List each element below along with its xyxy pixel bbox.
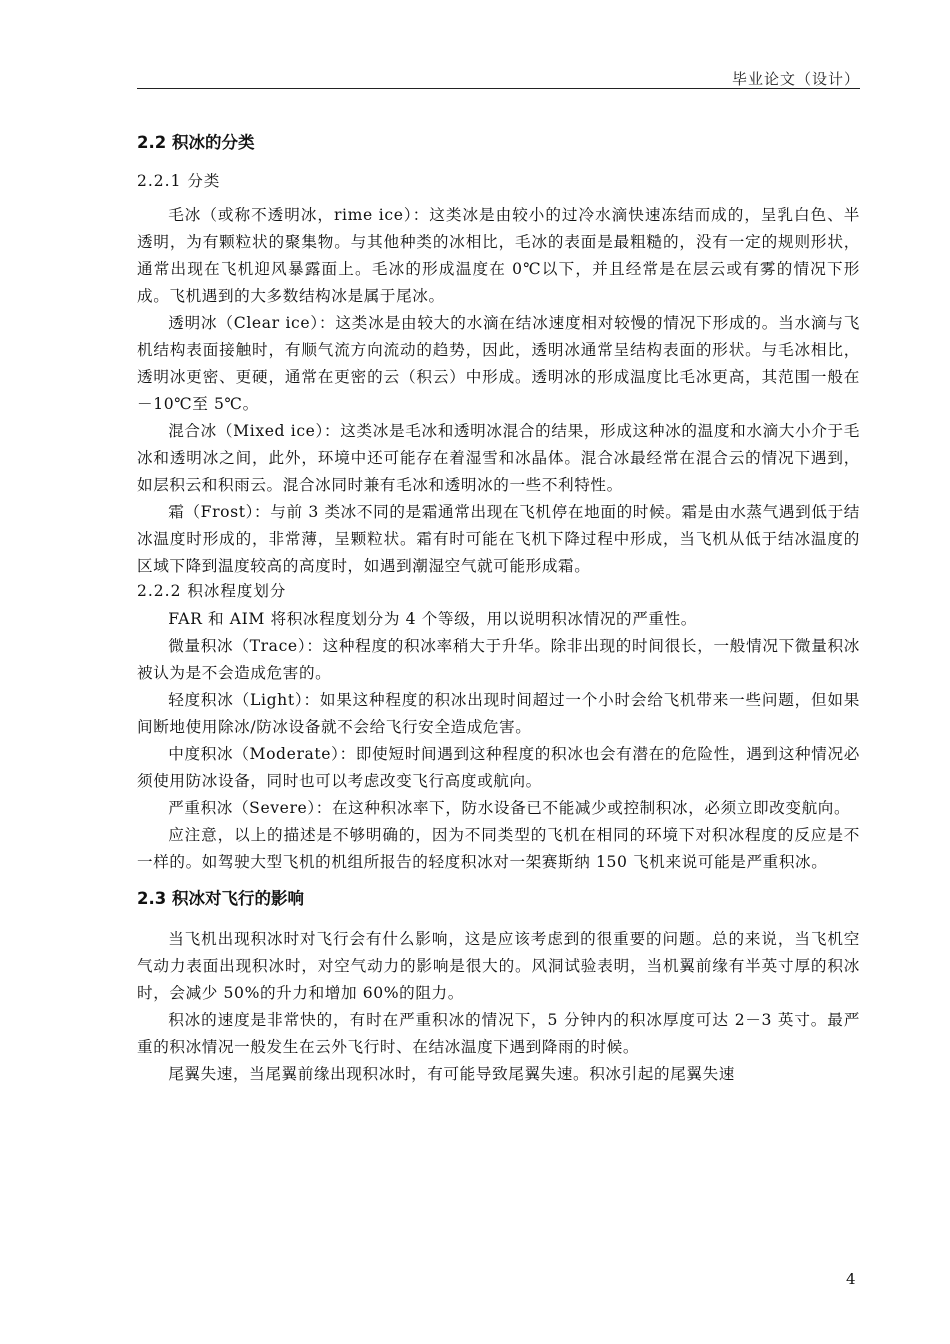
paragraph-clear-ice: 透明冰（Clear ice）：这类冰是由较大的水滴在结冰速度相对较慢的情况下形成的。当水滴与飞机结构表面接触时，有顺气流方向流动的趋势，因此，透明冰通常呈结构表面的形状。与毛冰相比，透明冰更密、更硬，通常在更密的云（积云）中形成。透明冰的形成温度比毛冰更高，其范围一般在－10℃至 5℃。 (137, 314, 860, 413)
paragraph-frost: 霜（Frost）：与前 3 类冰不同的是霜通常出现在飞机停在地面的时候。霜是由水蒸气遇到低于结冰温度时形成的，非常薄，呈颗粒状。霜有时可能在飞机下降过程中形成，当飞机从低于结冰温度的区域下降到温度较高的高度时，如遇到潮湿空气就可能形成霜。 (137, 503, 860, 575)
paragraph-tail-stall: 尾翼失速，当尾翼前缘出现积冰时，有可能导致尾翼失速。积冰引起的尾翼失速 (168, 1065, 735, 1083)
page-body (137, 132, 860, 1088)
header-rule (137, 88, 860, 89)
paragraph-note: 应注意，以上的描述是不够明确的，因为不同类型的飞机在相同的环境下对积冰程度的反应是不一样的。如驾驶大型飞机的机组所报告的轻度积冰对一架赛斯纳 150 飞机来说可能是严重积冰。 (137, 826, 860, 871)
section-2-3-heading: 2.3 积冰对飞行的影响 (137, 889, 304, 908)
paragraph-trace-icing: 微量积冰（Trace）：这种程度的积冰率稍大于升华。除非出现的时间很长，一般情况下微量积冰被认为是不会造成危害的。 (137, 637, 860, 682)
paragraph-rime-ice: 毛冰（或称不透明冰，rime ice）：这类冰是由较小的过冷水滴快速冻结而成的，呈乳白色、半透明，为有颗粒状的聚集物。与其他种类的冰相比，毛冰的表面是最粗糙的，没有一定的规则形状，通常出现在飞机迎风暴露面上。毛冰的形成温度在 0℃以下，并且经常是在层云或有雾的情况下形成。飞机遇到的大多数结构冰是属于尾冰。 (137, 206, 860, 305)
page-number: 4 (846, 1270, 856, 1288)
paragraph-icing-levels-intro: FAR 和 AIM 将积冰程度划分为 4 个等级，用以说明积冰情况的严重性。 (168, 610, 697, 628)
section-2-2-2-heading: 2.2.2 积冰程度划分 (137, 582, 287, 600)
paragraph-icing-speed: 积冰的速度是非常快的，有时在严重积冰的情况下，5 分钟内的积冰厚度可达 2－3 英寸。最严重的积冰情况一般发生在云外飞行时、在结冰温度下遇到降雨的时候。 (137, 1011, 860, 1056)
section-2-2-1-heading: 2.2.1 分类 (137, 172, 221, 190)
paragraph-moderate-icing: 中度积冰（Moderate）：即使短时间遇到这种程度的积冰也会有潜在的危险性，遇到这种情况必须使用防冰设备，同时也可以考虑改变飞行高度或航向。 (137, 745, 860, 790)
section-2-2-heading: 2.2 积冰的分类 (137, 133, 255, 152)
paragraph-severe-icing: 严重积冰（Severe）：在这种积冰率下，防水设备已不能减少或控制积冰，必须立即改变航向。 (168, 799, 851, 817)
paragraph-light-icing: 轻度积冰（Light）：如果这种程度的积冰出现时间超过一个小时会给飞机带来一些问题，但如果间断地使用除冰/防冰设备就不会给飞行安全造成危害。 (137, 691, 860, 736)
running-header-title: 毕业论文（设计） (731, 70, 860, 88)
paragraph-mixed-ice: 混合冰（Mixed ice）：这类冰是毛冰和透明冰混合的结果，形成这种冰的温度和水滴大小介于毛冰和透明冰之间，此外，环境中还可能存在着湿雪和冰晶体。混合冰最经常在混合云的情况下遇到，如层积云和积雨云。混合冰同时兼有毛冰和透明冰的一些不利特性。 (137, 422, 860, 494)
paragraph-icing-effects: 当飞机出现积冰时对飞行会有什么影响，这是应该考虑到的很重要的问题。总的来说，当飞机空气动力表面出现积冰时，对空气动力的影响是很大的。风洞试验表明，当机翼前缘有半英寸厚的积冰时，会减少 50%的升力和增加 60%的阻力。 (137, 930, 860, 1002)
